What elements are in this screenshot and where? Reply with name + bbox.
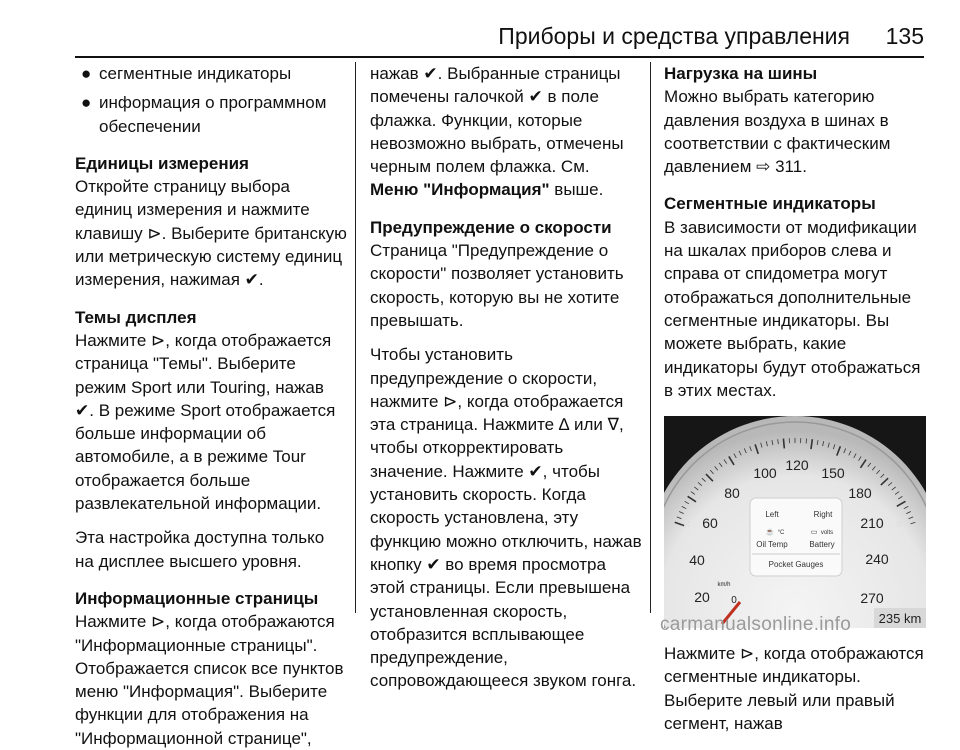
list-item: ● сегментные индикаторы (75, 62, 347, 85)
text-run: выше. (550, 180, 604, 199)
paragraph: Эта настройка доступна только на дисплее высшего уровня. (75, 526, 347, 573)
paragraph: Нажмите ⊳, когда отображаются сегментные индикаторы. Выберите левый или правый сегмент, нажав (664, 642, 926, 735)
column-left (75, 62, 347, 750)
bullet-text: информация о программном обеспечении (99, 93, 326, 135)
oil-unit: °C (778, 530, 785, 536)
battery-label: Battery (809, 540, 834, 549)
speed-label: 20 (694, 589, 710, 605)
section-heading: Сегментные индикаторы (664, 192, 926, 215)
speedometer-graphic (664, 416, 926, 628)
pocket-gauges-label: Pocket Gauges (769, 560, 824, 569)
tick-mark (783, 439, 784, 449)
bullet-text: сегментные индикаторы (99, 64, 291, 83)
cross-reference: Меню "Информация" (370, 180, 550, 199)
instrument-cluster-image (664, 416, 926, 628)
speed-label: 180 (848, 485, 872, 501)
page-number: 135 (886, 23, 924, 50)
speed-label: 60 (702, 515, 718, 531)
left-segment-indicator (680, 515, 691, 531)
page-header (0, 0, 960, 56)
odometer: 235 km (879, 611, 922, 626)
speed-label: 150 (821, 465, 845, 481)
watermark: carmanualsonline.info (660, 614, 851, 636)
speed-label: 240 (865, 551, 889, 567)
right-label: Right (814, 510, 833, 519)
paragraph: Откройте страницу выбора единиц измерения и нажмите клавишу ⊳. Выберите британскую или метрическую систему единиц измерения, нажимая ✔. (75, 175, 347, 291)
section-heading: Нагрузка на шины (664, 62, 926, 85)
speed-label: 270 (860, 590, 884, 606)
column-middle (370, 62, 642, 693)
paragraph: В зависимости от модификации на шкалах приборов слева и справа от спидометра могут отображаться дополнительные сегментные индикаторы. Вы можете выбрать, какие индикаторы будут отображаться в этих местах. (664, 216, 926, 402)
paragraph: Чтобы установить предупреждение о скорости, нажмите ⊳, когда отображается эта страница. Нажмите ∆ или ∇, чтобы откорректировать значение. Нажмите ✔, чтобы установить скорость. Когда скорость установлена, эту функцию можно отключить, нажав кнопку ✔ во время просмотра этой страницы. Если превышена установленная скорость, отобразится всплывающее предупреждение, сопровождающееся звуком гонга. (370, 343, 642, 692)
speed-label: 80 (724, 485, 740, 501)
header-rule (75, 56, 924, 58)
oil-temp-label: Oil Temp (756, 540, 788, 549)
paragraph: Нажмите ⊳, когда отображается страница "Темы". Выберите режим Sport или Touring, нажав ✔. В режиме Sport отображается больше информации об автомобиле, а в режиме Tour отображается больше развлекательной информации. (75, 329, 347, 515)
paragraph: Можно выбрать категорию давления воздуха в шинах в соответствии с фактическим давлением ⇨ 311. (664, 85, 926, 178)
speed-label: 120 (785, 457, 809, 473)
speed-label: 100 (753, 465, 777, 481)
paragraph (370, 62, 642, 202)
page-title: Приборы и средства управления (498, 23, 850, 50)
kmh-label: km/h (717, 582, 730, 588)
zero-label: 0 (731, 595, 737, 606)
right-segment-icon: ≡ (896, 517, 903, 531)
volts-label: volts (821, 530, 833, 536)
column-divider (355, 62, 356, 613)
battery-icon: ▭ (811, 529, 818, 536)
section-heading: Предупреждение о скорости (370, 216, 642, 239)
section-heading: Информационные страницы (75, 587, 347, 610)
speed-label: 40 (689, 552, 705, 568)
section-heading: Единицы измерения (75, 152, 347, 175)
column-divider (650, 62, 651, 613)
list-item: ● информация о программном обеспечении (75, 91, 347, 138)
left-label: Left (765, 510, 779, 519)
text-run: нажав ✔. Выбранные страницы помечены галочкой ✔ в поле флажка. Функции, которые невозможно выбрать, отмечены черным полем флажка. См. (370, 64, 624, 176)
oil-icon: ☕ (766, 527, 775, 536)
section-heading: Темы дисплея (75, 306, 347, 329)
paragraph: Нажмите ⊳, когда отображаются "Информационные страницы". Отображается список все пунктов меню "Информация". Выберите функции для отображения на "Информационной странице", (75, 610, 347, 750)
speed-label: 210 (860, 515, 884, 531)
svg-text:⁝: ⁝ (680, 515, 684, 531)
paragraph: Страница "Предупреждение о скорости" позволяет установить скорость, которую вы не хотите превышать. (370, 239, 642, 332)
svg-text:‹: ‹ (686, 515, 691, 531)
